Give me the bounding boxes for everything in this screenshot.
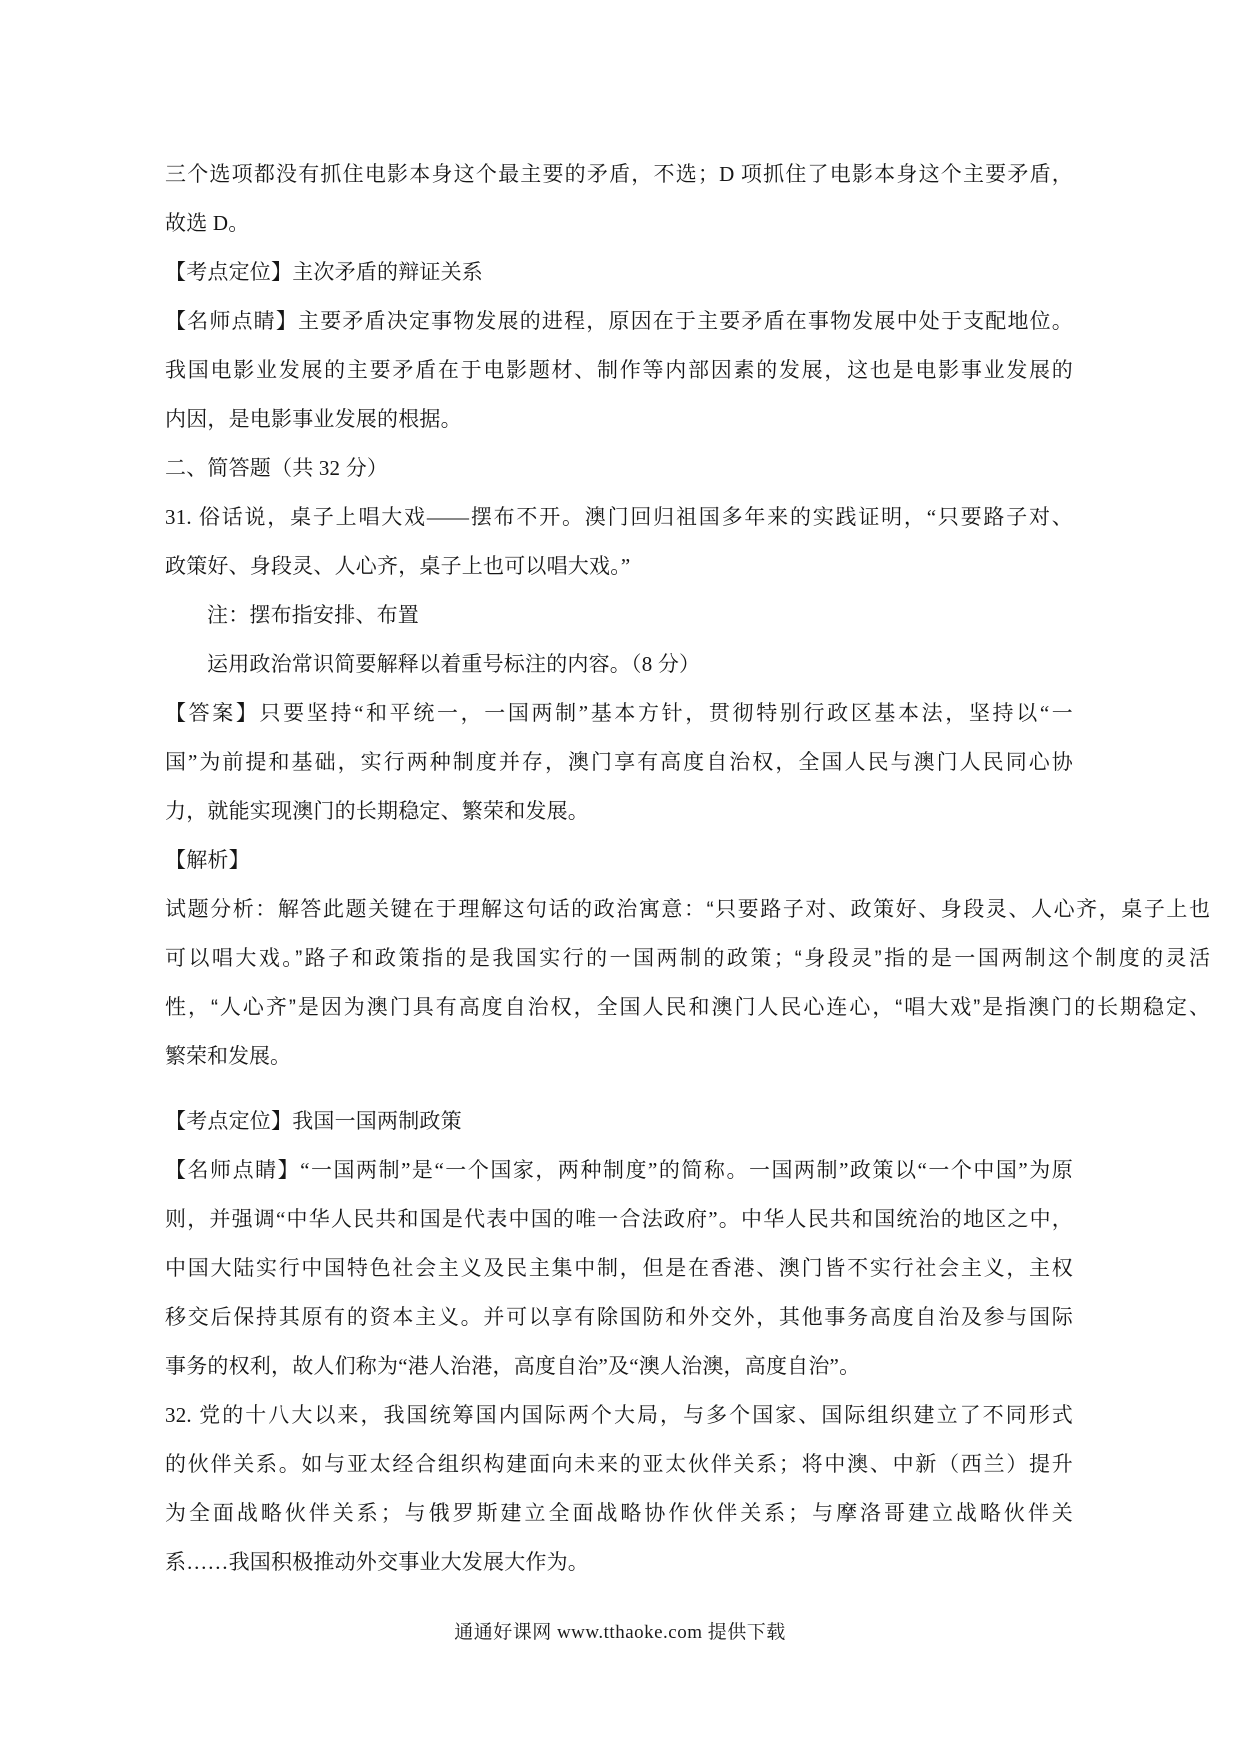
text-line: 为全面战略伙伴关系；与俄罗斯建立全面战略协作伙伴关系；与摩洛哥建立战略伙伴关 bbox=[165, 1501, 1073, 1525]
text-line: 32. 党的十八大以来，我国统筹国内国际两个大局，与多个国家、国际组织建立了不同形式 bbox=[165, 1403, 1073, 1427]
para-option-analysis-end bbox=[165, 150, 1073, 248]
text-line: 【解析】 bbox=[165, 848, 250, 872]
text-line: 我国电影业发展的主要矛盾在于电影题材、制作等内部因素的发展，这也是电影事业发展的 bbox=[165, 358, 1073, 382]
document-body bbox=[165, 150, 1210, 1587]
text-line: 三个选项都没有抓住电影本身这个最主要的矛盾，不选；D 项抓住了电影本身这个主要矛盾， bbox=[165, 162, 1073, 186]
shiti-analysis bbox=[165, 885, 1210, 1081]
text-line: 【答案】只要坚持“和平统一，一国两制”基本方针，贯彻特别行政区基本法，坚持以“一 bbox=[165, 701, 1073, 725]
text-line: 中国大陆实行中国特色社会主义及民主集中制，但是在香港、澳门皆不实行社会主义，主权 bbox=[165, 1256, 1073, 1280]
question-31-task bbox=[165, 640, 1073, 689]
text-line: 繁荣和发展。 bbox=[165, 1045, 291, 1068]
text-line: 可以唱大戏。”路子和政策指的是我国实行的一国两制的政策；“身段灵”指的是一国两制这个制度的灵活 bbox=[165, 947, 1210, 970]
text-line: 【名师点睛】主要矛盾决定事物发展的进程，原因在于主要矛盾在事物发展中处于支配地位。 bbox=[165, 309, 1073, 333]
text-line: 的伙伴关系。如与亚太经合组织构建面向未来的亚太伙伴关系；将中澳、中新（西兰）提升 bbox=[165, 1452, 1073, 1476]
answer-31 bbox=[165, 689, 1073, 836]
text-line: 内因，是电影事业发展的根据。 bbox=[165, 407, 462, 431]
text-line: 力，就能实现澳门的长期稳定、繁荣和发展。 bbox=[165, 799, 589, 823]
text-line: 移交后保持其原有的资本主义。并可以享有除国防和外交外，其他事务高度自治及参与国际 bbox=[165, 1305, 1073, 1329]
text-line: 性，“人心齐”是因为澳门具有高度自治权，全国人民和澳门人民心连心，“唱大戏”是指澳门的长期稳定、 bbox=[165, 996, 1210, 1019]
text-line: 事务的权利，故人们称为“港人治港，高度自治”及“澳人治澳，高度自治”。 bbox=[165, 1354, 861, 1378]
text-line: 系……我国积极推动外交事业大发展大作为。 bbox=[165, 1550, 589, 1574]
kaodian-heading-1 bbox=[165, 248, 1073, 297]
text-line: 运用政治常识简要解释以着重号标注的内容。（8 分） bbox=[207, 652, 701, 676]
text-line: 【考点定位】主次矛盾的辩证关系 bbox=[165, 260, 483, 284]
kaodian-heading-2 bbox=[165, 1097, 1073, 1146]
text-line: 【名师点睛】“一国两制”是“一个国家，两种制度”的简称。一国两制”政策以“一个中国”为原 bbox=[165, 1158, 1073, 1182]
question-31-note bbox=[165, 591, 1073, 640]
mingshi-note-1 bbox=[165, 297, 1073, 444]
question-31 bbox=[165, 493, 1073, 591]
text-line: 试题分析：解答此题关键在于理解这句话的政治寓意：“只要路子对、政策好、身段灵、人心齐，桌子上也 bbox=[165, 898, 1210, 921]
text-line: 政策好、身段灵、人心齐，桌子上也可以唱大戏。” bbox=[165, 554, 631, 578]
text-line: 注：摆布指安排、布置 bbox=[207, 603, 419, 627]
jiexi-heading bbox=[165, 836, 1073, 885]
section-heading bbox=[165, 444, 1073, 493]
text-line: 则，并强调“中华人民共和国是代表中国的唯一合法政府”。中华人民共和国统治的地区之中， bbox=[165, 1207, 1073, 1231]
text-line: 【考点定位】我国一国两制政策 bbox=[165, 1109, 462, 1133]
mingshi-note-2 bbox=[165, 1146, 1073, 1391]
text-line: 国”为前提和基础，实行两种制度并存，澳门享有高度自治权，全国人民与澳门人民同心协 bbox=[165, 750, 1073, 774]
text-line: 二、简答题（共 32 分） bbox=[165, 456, 389, 480]
text-line: 31. 俗话说，桌子上唱大戏——摆布不开。澳门回归祖国多年来的实践证明，“只要路子对、 bbox=[165, 505, 1073, 529]
text-line: 故选 D。 bbox=[165, 211, 250, 235]
question-32 bbox=[165, 1391, 1073, 1587]
page-footer: 通通好课网 www.tthaoke.com 提供下载 bbox=[454, 1622, 786, 1643]
